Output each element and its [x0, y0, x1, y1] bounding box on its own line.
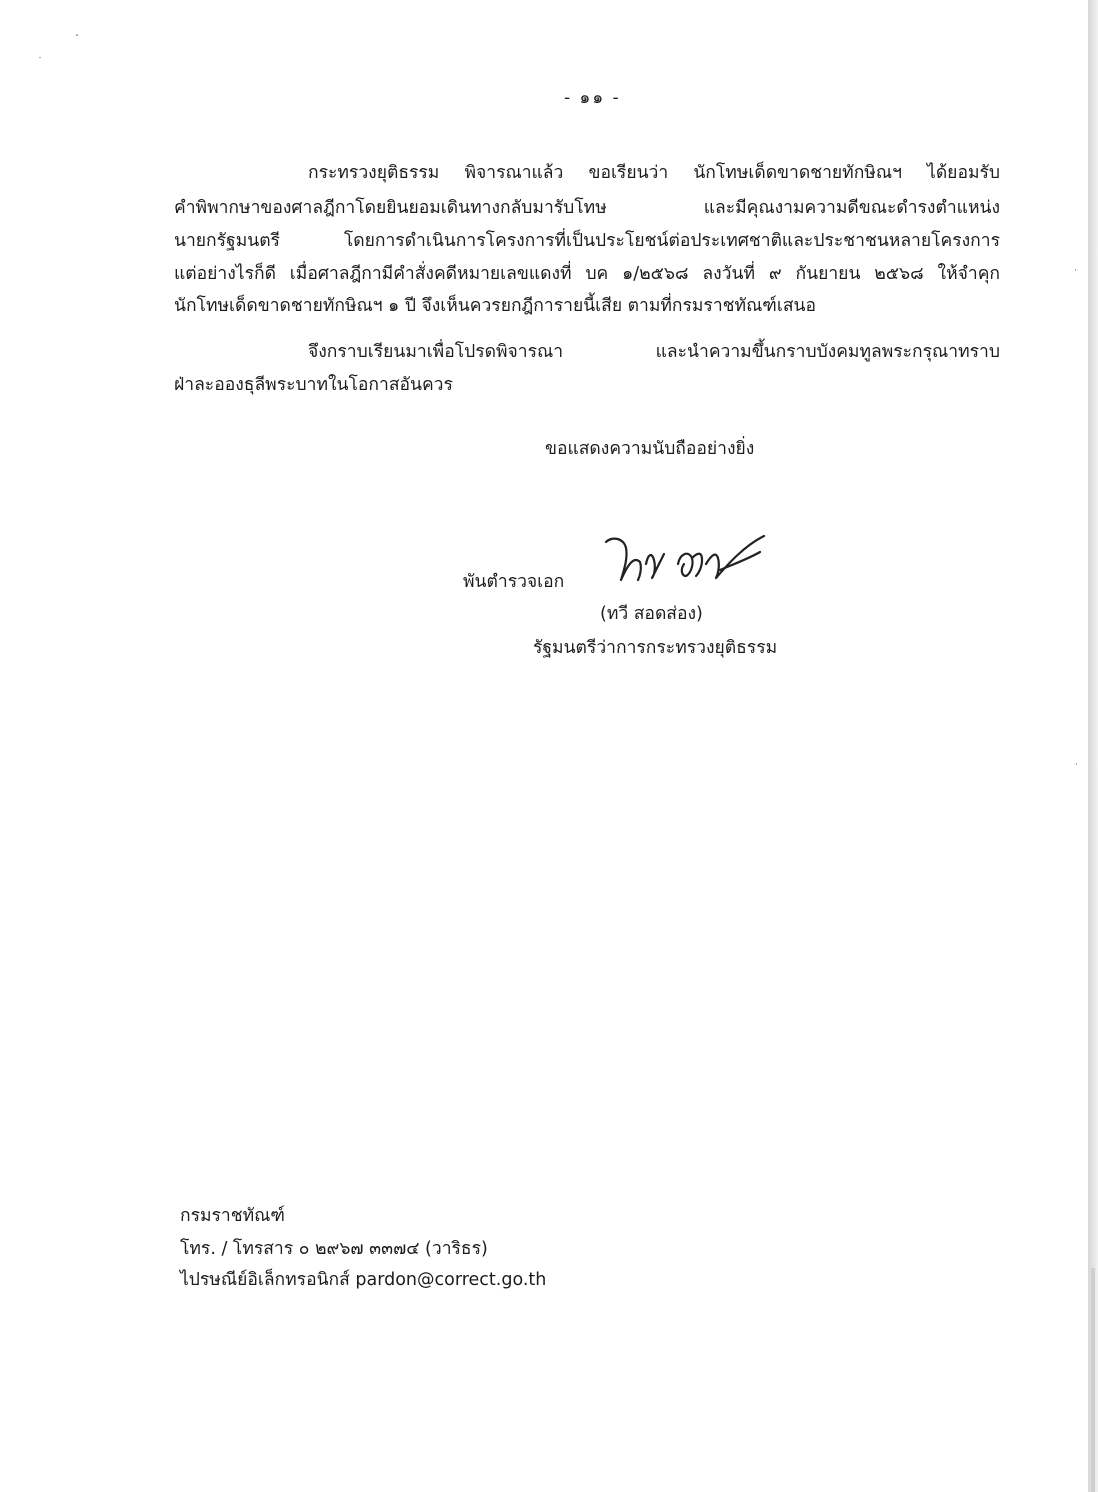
paragraph2-line-2: ฝ่าละอองธุลีพระบาทในโอกาสอันควร — [174, 375, 453, 395]
closing-salutation: ขอแสดงความนับถืออย่างยิ่ง — [545, 439, 755, 459]
signatory-position: รัฐมนตรีว่าการกระทรวงยุติธรรม — [533, 638, 778, 658]
footer-phone: โทร. / โทรสาร ๐ ๒๙๖๗ ๓๓๗๔ (วาริธร) — [180, 1239, 488, 1259]
paragraph1-line-5: นักโทษเด็ดขาดชายทักษิณฯ ๑ ปี จึงเห็นควรยกฎีการายนี้เสีย ตามที่กรมราชทัณฑ์เสนอ — [174, 296, 816, 316]
signatory-name: (ทวี สอดส่อง) — [600, 604, 703, 624]
page-number: - ๑๑ - — [564, 88, 621, 108]
paragraph1-line-2: คำพิพากษาของศาลฎีกาโดยยินยอมเดินทางกลับมารับโทษ และมีคุณงามความดีขณะดำรงตำแหน่ง — [174, 198, 1000, 218]
paragraph1-line-3: นายกรัฐมนตรี โดยการดำเนินการโครงการที่เป็นประโยชน์ต่อประเทศชาติและประชาชนหลายโครงการ — [174, 231, 1000, 251]
scan-speck — [76, 34, 78, 36]
paragraph2-line-1: จึงกราบเรียนมาเพื่อโปรดพิจารณา และนำความขึ้นกราบบังคมทูลพระกรุณาทราบ — [308, 342, 1000, 362]
paragraph1-line-4: แต่อย่างไรก็ดี เมื่อศาลฎีกามีคำสั่งคดีหมายเลขแดงที่ บค ๑/๒๕๖๘ ลงวันที่ ๙ กันยายน ๒๕๖๘ ให้จำคุก — [174, 264, 1000, 284]
paragraph1-line-1: กระทรวงยุติธรรม พิจารณาแล้ว ขอเรียนว่า นักโทษเด็ดขาดชายทักษิณฯ ได้ยอมรับ — [308, 163, 1000, 183]
page-edge-mark — [1091, 1268, 1095, 1492]
scan-speck — [1076, 763, 1077, 765]
scan-speck — [1075, 269, 1076, 271]
footer-department: กรมราชทัณฑ์ — [180, 1206, 285, 1226]
footer-email: ไปรษณีย์อิเล็กทรอนิกส์ pardon@correct.go.th — [180, 1270, 547, 1290]
handwritten-signature — [594, 524, 772, 590]
signatory-rank: พันตำรวจเอก — [463, 572, 565, 592]
scan-speck — [39, 57, 41, 58]
